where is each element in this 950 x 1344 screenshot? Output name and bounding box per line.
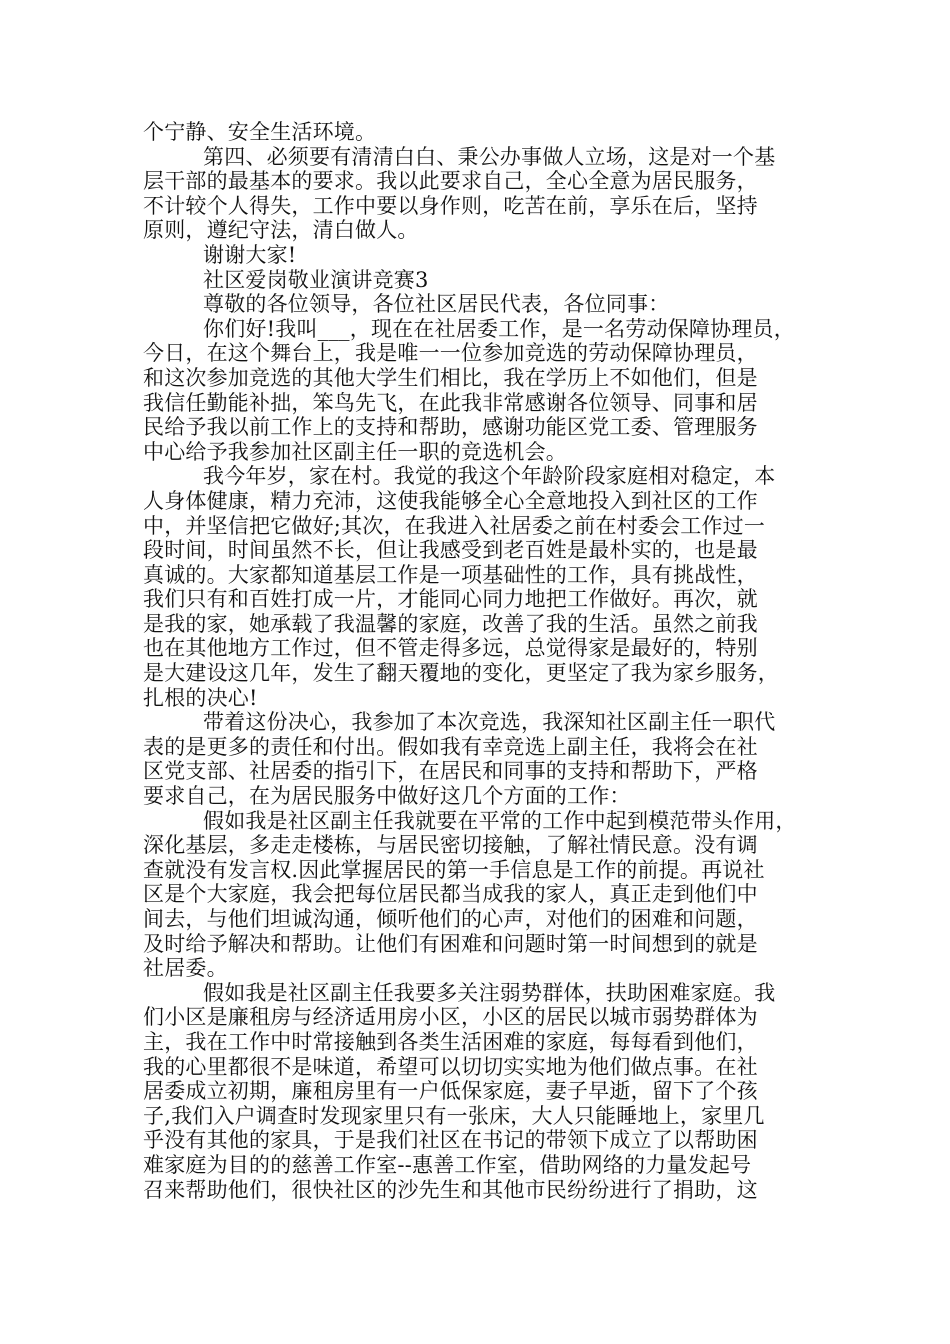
text-line: 区是个大家庭，我会把每位居民都当成我的家人，真正走到他们中 [143,882,758,907]
text-line: 不计较个人得失，工作中要以身作则，吃苦在前，享乐在后，坚持 [143,193,758,218]
text-line: 带着这份决心，我参加了本次竞选，我深知社区副主任一职代 [203,710,776,735]
text-line: 假如我是社区副主任我要多关注弱势群体，扶助困难家庭。我 [203,980,776,1005]
text-line: 我们只有和百姓打成一片，才能同心同力地把工作做好。再次，就 [143,587,758,612]
text-line: 我今年岁，家在村。我觉的我这个年龄阶段家庭相对稳定，本 [203,464,776,489]
text-line: 召来帮助他们，很快社区的沙先生和其他市民纷纷进行了捐助，这 [143,1177,758,1202]
text-line: 查就没有发言权.因此掌握居民的第一手信息是工作的前提。再说社 [143,857,765,882]
text-line: 第四、必须要有清清白白、秉公办事做人立场，这是对一个基 [203,144,776,169]
text-line: 和这次参加竞选的其他大学生们相比，我在学历上不如他们，但是 [143,365,758,390]
text-line: 要求自己，在为居民服务中做好这几个方面的工作： [143,784,631,809]
text-line: 扎根的决心! [143,685,258,710]
text-line: 尊敬的各位领导，各位社区居民代表，各位同事： [203,292,670,317]
text-line: 人身体健康，精力充沛，这使我能够全心全意地投入到社区的工作 [143,488,758,513]
text-line: 及时给予解决和帮助。让他们有困难和问题时第一时间想到的就是 [143,931,758,956]
text-line: 真诚的。大家都知道基层工作是一项基础性的工作，具有挑战性， [143,562,758,587]
text-line: 中，并坚信把它做好;其次，在我进入社居委之前在村委会工作过一 [143,513,766,538]
text-line: 段时间，时间虽然不长，但让我感受到老百姓是最朴实的，也是最 [143,538,758,563]
text-line: 假如我是社区副主任我就要在平常的工作中起到模范带头作用， [203,808,797,833]
text-line: 乎没有其他的家具，于是我们社区在书记的带领下成立了以帮助困 [143,1128,758,1153]
document-body [143,120,813,1202]
text-line: 中心给予我参加社区副主任一职的竞选机会。 [143,439,567,464]
text-line: 难家庭为目的的慈善工作室--惠善工作室，借助网络的力量发起号 [143,1152,752,1177]
text-line: 是大建设这几年，发生了翻天覆地的变化，更坚定了我为家乡服务， [143,661,779,686]
text-line: 子,我们入户调查时发现家里只有一张床，大人只能睡地上，家里几 [143,1103,765,1128]
text-line: 社区爱岗敬业演讲竞赛3 [203,267,429,292]
text-line: 深化基层，多走走楼栋，与居民密切接触，了解社情民意。没有调 [143,833,758,858]
text-line: 层干部的最基本的要求。我以此要求自己，全心全意为居民服务， [143,169,758,194]
text-line: 居委成立初期，廉租房里有一户低保家庭，妻子早逝，留下了个孩 [143,1079,758,1104]
text-line: 你们好!我叫___，现在在社居委工作，是一名劳动保障协理员， [203,316,795,341]
text-line: 民给予我以前工作上的支持和帮助，感谢功能区党工委、管理服务 [143,415,758,440]
text-line: 谢谢大家! [203,242,297,267]
text-line: 区党支部、社居委的指引下，在居民和同事的支持和帮助下，严格 [143,759,758,784]
text-line: 间去，与他们坦诚沟通，倾听他们的心声，对他们的困难和问题， [143,907,758,931]
text-line: 今日，在这个舞台上，我是唯一一位参加竞选的劳动保障协理员， [143,341,758,366]
text-line: 是我的家，她承载了我温馨的家庭，改善了我的生活。虽然之前我 [143,611,758,636]
text-line: 个宁静、安全生活环境。 [143,120,377,144]
text-line: 社居委。 [143,956,228,981]
text-line: 我的心里都很不是味道，希望可以切切实实地为他们做点事。在社 [143,1054,758,1079]
text-line: 原则，遵纪守法，清白做人。 [143,218,419,243]
text-line: 我信任勤能补拙，笨鸟先飞，在此我非常感谢各位领导、同事和居 [143,390,758,415]
text-line: 表的是更多的责任和付出。假如我有幸竞选上副主任，我将会在社 [143,734,758,759]
text-line: 主，我在工作中时常接触到各类生活困难的家庭，每每看到他们， [143,1029,758,1054]
text-line: 们小区是廉租房与经济适用房小区，小区的居民以城市弱势群体为 [143,1005,758,1030]
text-line: 也在其他地方工作过，但不管走得多远，总觉得家是最好的，特别 [143,636,758,661]
